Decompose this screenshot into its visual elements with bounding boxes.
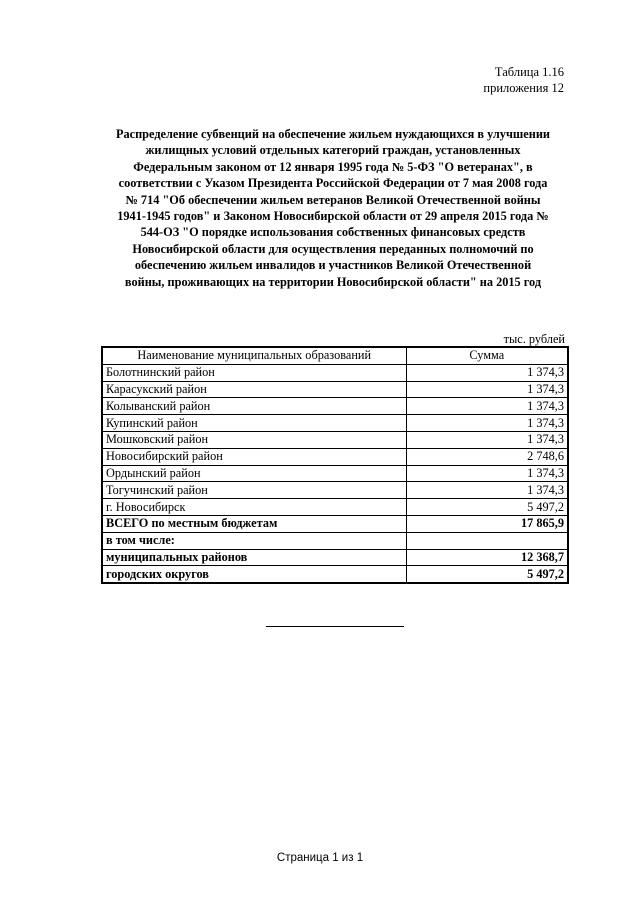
row-name: Колыванский район	[102, 398, 406, 415]
row-sum: 5 497,2	[406, 499, 568, 516]
row-sum: 1 374,3	[406, 482, 568, 499]
table-row	[102, 465, 568, 482]
row-sum: 1 374,3	[406, 381, 568, 398]
municipal-districts-label: муниципальных районов	[102, 549, 406, 566]
total-label: ВСЕГО по местным бюджетам	[102, 515, 406, 532]
row-name: Ордынский район	[102, 465, 406, 482]
table-header-row	[102, 347, 568, 364]
title-line: 544-ОЗ "О порядке использования собственных финансовых средств	[140, 225, 526, 240]
title-line: войны, проживающих на территории Новосибирской области" на 2015 год	[124, 274, 542, 289]
urban-districts-sum: 5 497,2	[406, 566, 568, 583]
municipal-districts-sum: 12 368,7	[406, 549, 568, 566]
title-line: Федеральным законом от 12 января 1995 года № 5-ФЗ "О ветеранах", в	[133, 159, 533, 174]
row-sum: 2 748,6	[406, 448, 568, 465]
row-name: Карасукский район	[102, 381, 406, 398]
title-line: Распределение субвенций на обеспечение жильем нуждающихся в улучшении	[115, 127, 550, 141]
title-line: соответствии с Указом Президента Российской Федерации от 7 мая 2008 года	[118, 176, 548, 191]
total-row	[102, 515, 568, 532]
appendix-number: приложения 12	[483, 81, 564, 95]
table-row	[102, 364, 568, 381]
row-sum: 1 374,3	[406, 364, 568, 381]
title-line: 1941-1945 годов" и Законом Новосибирской области от 29 апреля 2015 года №	[117, 209, 549, 224]
title-line: жилищных условий отдельных категорий граждан, установленных	[145, 143, 521, 158]
row-name: г. Новосибирск	[102, 499, 406, 516]
urban-districts-row	[102, 566, 568, 583]
municipal-districts-row	[102, 549, 568, 566]
title-line: № 714 "Об обеспечении жильем ветеранов Великой Отечественной войны	[125, 192, 541, 207]
row-name: Мошковский район	[102, 431, 406, 448]
page-footer: Страница 1 из 1	[276, 852, 364, 864]
column-header-name: Наименование муниципальных образований	[102, 347, 406, 364]
including-label: в том числе:	[102, 532, 406, 549]
units-label: тыс. рублей	[503, 332, 565, 346]
including-sum	[406, 532, 568, 549]
table-row	[102, 398, 568, 415]
row-sum: 1 374,3	[406, 398, 568, 415]
title-line: обеспечению жильем инвалидов и участников Великой Отечественной	[134, 258, 532, 273]
column-header-sum: Сумма	[406, 347, 568, 364]
row-sum: 1 374,3	[406, 431, 568, 448]
urban-districts-label: городских округов	[102, 566, 406, 583]
row-sum: 1 374,3	[406, 415, 568, 432]
table-row	[102, 381, 568, 398]
row-name: Новосибирский район	[102, 448, 406, 465]
table-row	[102, 431, 568, 448]
table-row	[102, 448, 568, 465]
row-sum: 1 374,3	[406, 465, 568, 482]
title-line: Новосибирской области для осуществления переданных полномочий по	[132, 241, 534, 256]
table-reference	[483, 64, 564, 96]
row-name: Купинский район	[102, 415, 406, 432]
table-number: Таблица 1.16	[494, 65, 564, 79]
separator-line	[266, 626, 404, 627]
subsidy-table	[101, 346, 569, 584]
table-row	[102, 482, 568, 499]
document-title	[92, 126, 574, 290]
row-name: Болотнинский район	[102, 364, 406, 381]
total-sum: 17 865,9	[406, 515, 568, 532]
table-row	[102, 415, 568, 432]
row-name: Тогучинский район	[102, 482, 406, 499]
table-row	[102, 499, 568, 516]
including-row	[102, 532, 568, 549]
